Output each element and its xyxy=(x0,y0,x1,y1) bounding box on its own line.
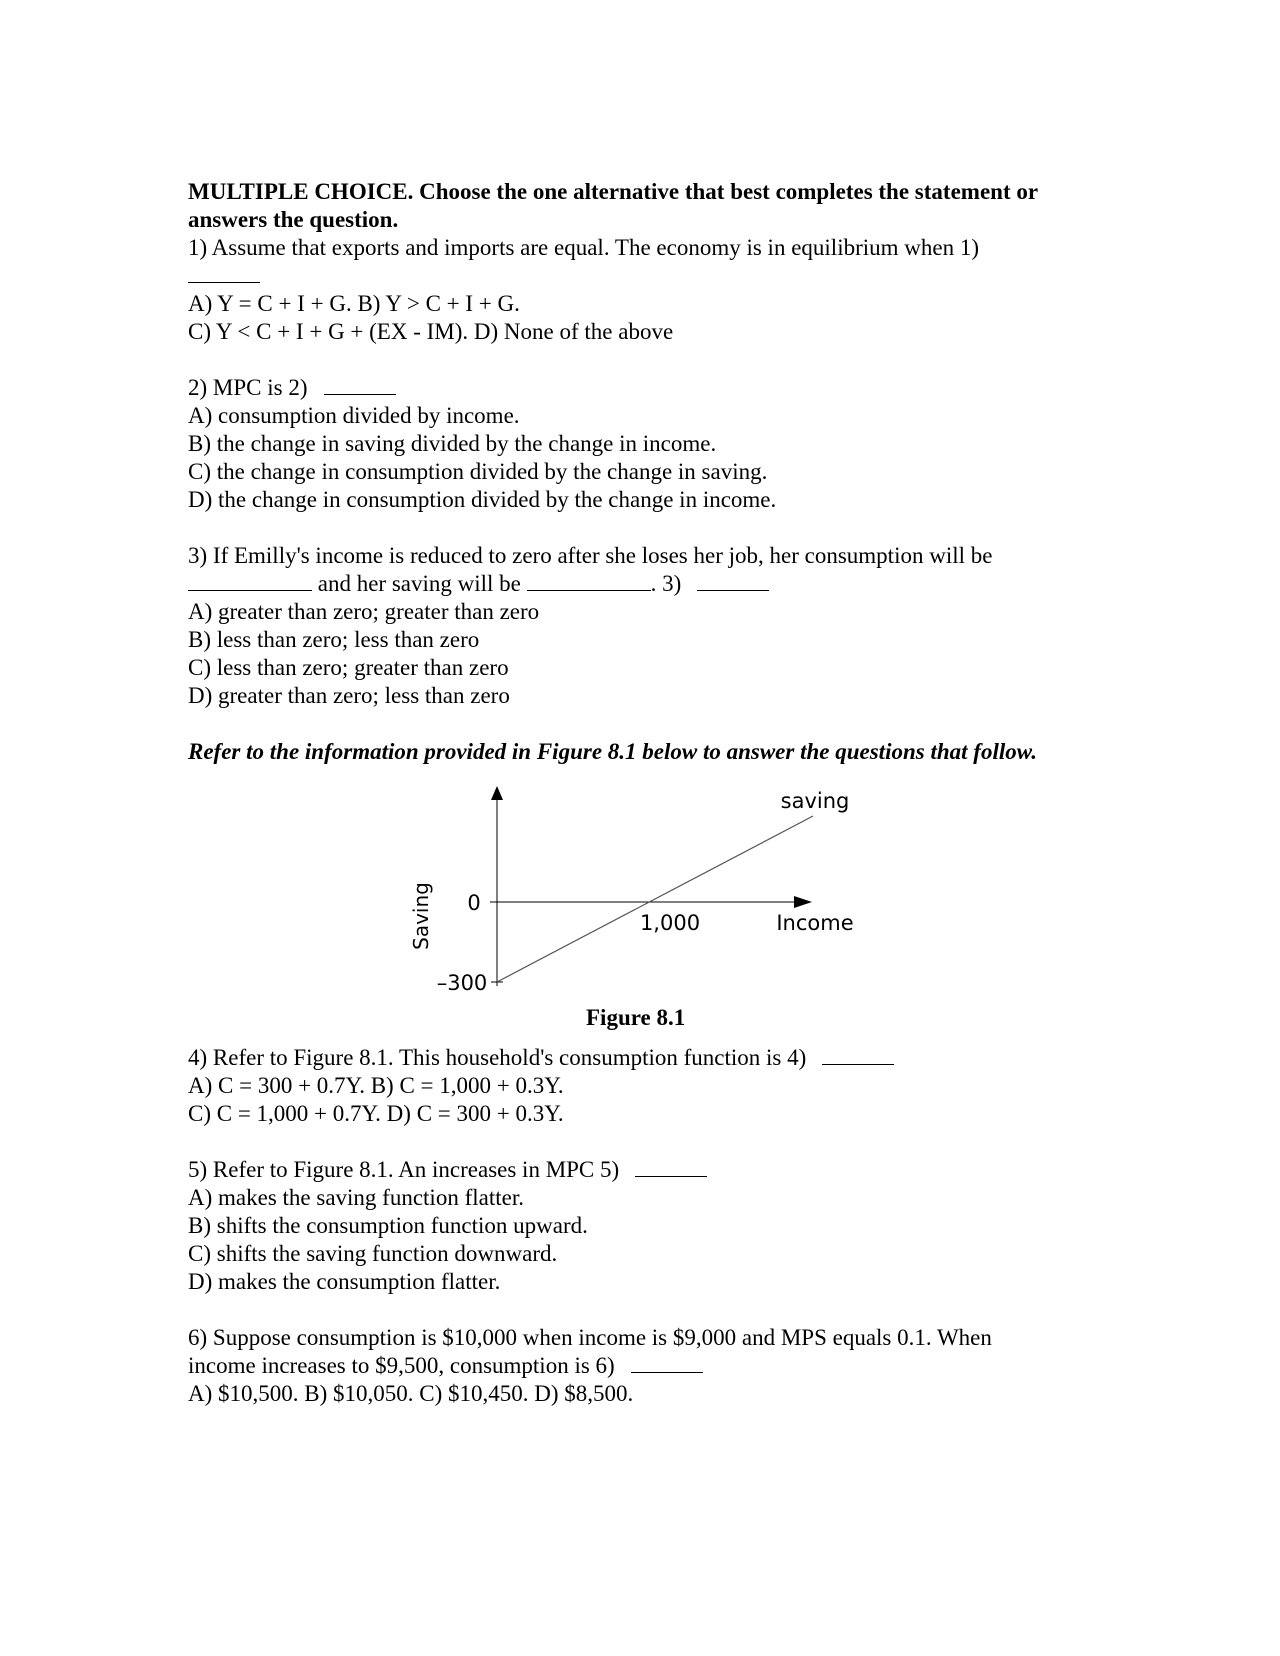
question-6-stem-line2: income increases to $9,500, consumption is 6) xyxy=(188,1353,615,1378)
option-c: C) the change in consumption divided by the change in saving. xyxy=(188,459,768,484)
option-d: D) the change in consumption divided by the change in income. xyxy=(188,487,777,512)
saving-function-chart xyxy=(188,776,1088,1006)
y-tick-neg-label: –300 xyxy=(436,971,488,995)
document-page xyxy=(188,178,1088,1436)
question-6-options: A) $10,500. B) $10,050. C) $10,450. D) $8,500. xyxy=(188,1381,634,1406)
question-2-stem: 2) MPC is 2) xyxy=(188,375,308,400)
answer-blank-5[interactable] xyxy=(635,1160,707,1177)
question-5 xyxy=(188,1156,1088,1296)
question-5-stem: 5) Refer to Figure 8.1. An increases in MPC 5) xyxy=(188,1157,620,1182)
option-b: B) the change in saving divided by the change in income. xyxy=(188,431,717,456)
saving-line xyxy=(497,816,813,982)
figure-caption: Figure 8.1 xyxy=(586,1005,686,1030)
option-a: A) greater than zero; greater than zero xyxy=(188,599,540,624)
answer-blank-3[interactable] xyxy=(697,574,769,591)
x-tick-label: 1,000 xyxy=(639,911,701,935)
answer-blank-1[interactable] xyxy=(188,266,260,283)
option-d: D) makes the consumption flatter. xyxy=(188,1269,501,1294)
question-4-options-ab: A) C = 300 + 0.7Y. B) C = 1,000 + 0.3Y. xyxy=(188,1073,564,1098)
option-b: B) less than zero; less than zero xyxy=(188,627,480,652)
y-axis-label: Saving xyxy=(409,882,433,950)
question-1-options-cd: C) Y < C + I + G + (EX - IM). D) None of the above xyxy=(188,319,674,344)
x-axis-label: Income xyxy=(776,911,854,935)
question-3-stem: 3) If Emilly's income is reduced to zero after she loses her job, her consumption will be xyxy=(188,543,993,568)
question-6 xyxy=(188,1324,1088,1408)
answer-blank-6[interactable] xyxy=(631,1356,703,1373)
question-3 xyxy=(188,542,1088,710)
question-6-stem-line1: 6) Suppose consumption is $10,000 when income is $9,000 and MPS equals 0.1. When xyxy=(188,1325,992,1350)
option-b: B) shifts the consumption function upward. xyxy=(188,1213,588,1238)
figure-8-1 xyxy=(188,776,1088,1036)
question-4-stem: 4) Refer to Figure 8.1. This household's consumption function is 4) xyxy=(188,1045,807,1070)
question-1-stem: 1) Assume that exports and imports are equal. The economy is in equilibrium when 1) xyxy=(188,235,979,260)
option-c: C) shifts the saving function downward. xyxy=(188,1241,558,1266)
y-tick-zero-label: 0 xyxy=(467,891,481,915)
y-axis-arrow-icon xyxy=(491,786,503,800)
section-heading: MULTIPLE CHOICE. Choose the one alternative that best completes the statement or answers the question. xyxy=(188,179,1038,232)
question-4-options-cd: C) C = 1,000 + 0.7Y. D) C = 300 + 0.3Y. xyxy=(188,1101,564,1126)
figure-instruction: Refer to the information provided in Figure 8.1 below to answer the questions that follow. xyxy=(188,739,1037,764)
option-a: A) makes the saving function flatter. xyxy=(188,1185,524,1210)
question-3-end: . 3) xyxy=(650,571,682,596)
series-label-saving: saving xyxy=(780,789,850,813)
option-c: C) less than zero; greater than zero xyxy=(188,655,509,680)
question-3-mid: and her saving will be xyxy=(317,571,521,596)
answer-blank-2[interactable] xyxy=(324,378,396,395)
option-a: A) consumption divided by income. xyxy=(188,403,520,428)
answer-blank-4[interactable] xyxy=(822,1048,894,1065)
consumption-blank[interactable] xyxy=(188,574,312,591)
question-2 xyxy=(188,374,1088,514)
question-1 xyxy=(188,234,1088,346)
question-1-options-ab: A) Y = C + I + G. B) Y > C + I + G. xyxy=(188,291,520,316)
question-4 xyxy=(188,1044,1088,1128)
saving-blank[interactable] xyxy=(527,574,651,591)
option-d: D) greater than zero; less than zero xyxy=(188,683,510,708)
x-axis-arrow-icon xyxy=(794,896,812,908)
